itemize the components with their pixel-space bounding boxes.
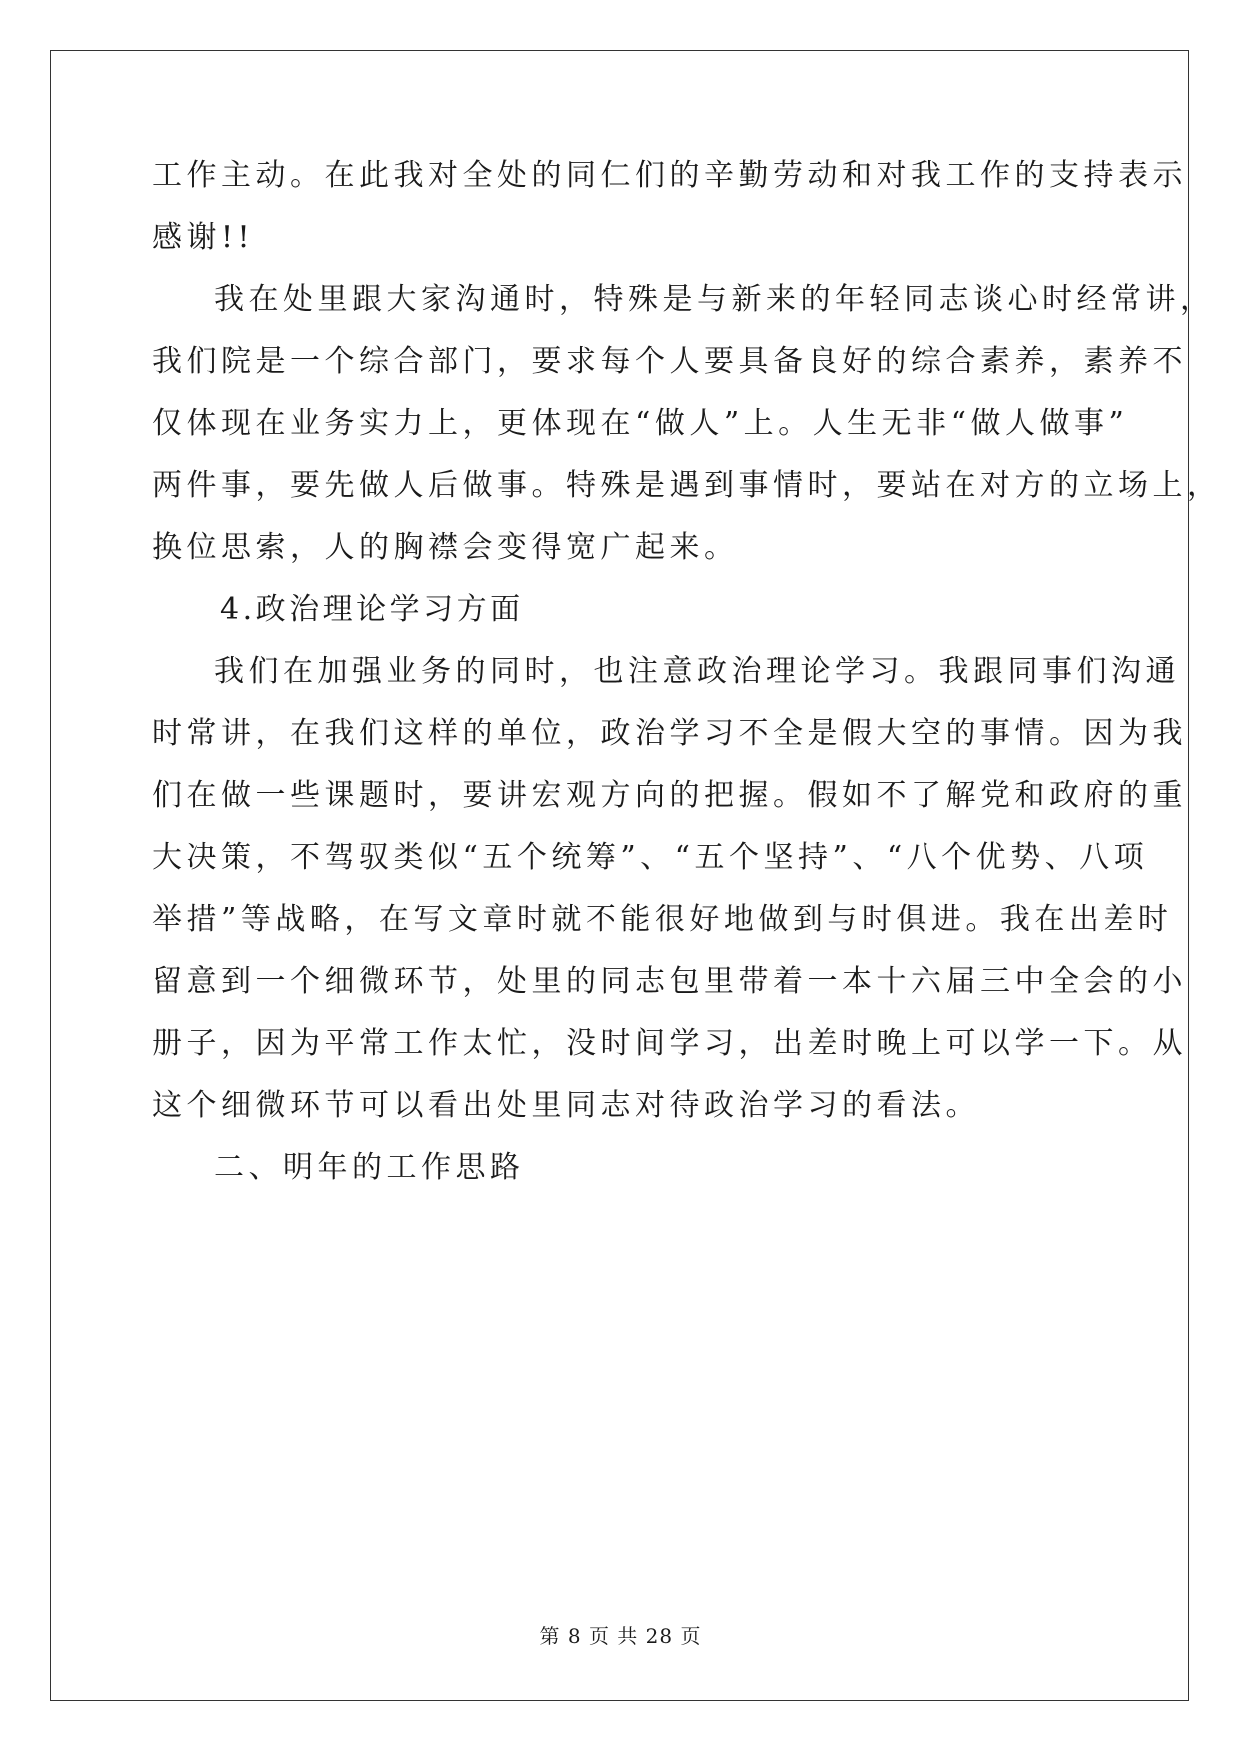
text-line: 这个细微环节可以看出处里同志对待政治学习的看法。 [152, 1088, 980, 1123]
text-line: 举措”等战略，在写文章时就不能很好地做到与时俱进。我在出差时 [152, 902, 1173, 937]
text-line: 两件事，要先做人后做事。特殊是遇到事情时，要站在对方的立场上， [152, 468, 1222, 503]
section-heading: 二、明年的工作思路 [214, 1150, 525, 1185]
text-line: 们在做一些课题时，要讲宏观方向的把握。假如不了解党和政府的重 [152, 778, 1187, 813]
section-heading: 4.政治理论学习方面 [220, 592, 524, 627]
text-line: 我们院是一个综合部门，要求每个人要具备良好的综合素养，素养不 [152, 344, 1187, 379]
paragraph-start: 我们在加强业务的同时，也注意政治理论学习。我跟同事们沟通 [214, 654, 1180, 689]
text-line: 感谢!! [152, 220, 255, 255]
page-number: 第 8 页 共 28 页 [539, 1624, 702, 1648]
paragraph-start: 我在处里跟大家沟通时，特殊是与新来的年轻同志谈心时经常讲， [214, 282, 1215, 317]
text-line: 时常讲，在我们这样的单位，政治学习不全是假大空的事情。因为我 [152, 716, 1187, 751]
text-line: 册子，因为平常工作太忙，没时间学习，出差时晚上可以学一下。从 [152, 1026, 1187, 1061]
text-line: 留意到一个细微环节，处里的同志包里带着一本十六届三中全会的小 [152, 964, 1187, 999]
text-line: 大决策，不驾驭类似“五个统筹”、“五个坚持”、“八个优势、八项 [152, 840, 1149, 875]
document-body [152, 158, 1222, 1214]
text-line: 换位思索，人的胸襟会变得宽广起来。 [152, 530, 739, 565]
text-line: 仅体现在业务实力上，更体现在“做人”上。人生无非“做人做事” [152, 406, 1129, 441]
text-line: 工作主动。在此我对全处的同仁们的辛勤劳动和对我工作的支持表示 [152, 158, 1187, 193]
